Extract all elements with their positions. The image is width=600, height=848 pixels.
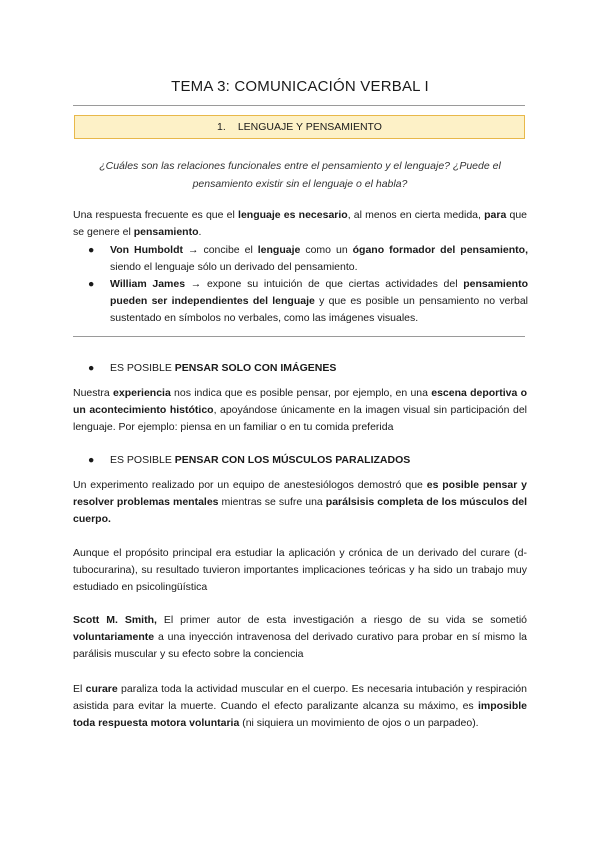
subheading-text (110, 362, 336, 374)
text-run: , apoyándose únicamente en la imagen visual sin participación del lenguaje. Por ejemplo: piensa en un familiar o en tu comida preferida (73, 404, 527, 433)
text-run: ES POSIBLE (110, 454, 175, 466)
bold-run: Von Humboldt (110, 244, 184, 256)
list-item-james (88, 276, 528, 327)
text-run: ES POSIBLE (110, 362, 175, 374)
text-run: que se genere el (73, 209, 527, 238)
intro-paragraph (73, 207, 527, 241)
bold-run: voluntariamente (73, 631, 155, 643)
bold-run: lenguaje (257, 244, 301, 256)
text-run: y que es posible un pensamiento no verbal sustentado en símbolos no verbales, como las imágenes visuales. (110, 295, 528, 324)
bullet-dot-icon: ● (88, 244, 95, 256)
paragraph-curare-study (73, 545, 527, 596)
subheading-text (110, 454, 410, 466)
paragraph-experiment (73, 477, 527, 528)
bold-run: William James (110, 278, 186, 290)
text-run: (ni siquiera un movimiento de ojos o un parpadeo). (239, 717, 479, 729)
section-number: 1. (217, 121, 226, 133)
page-title: TEMA 3: COMUNICACIÓN VERBAL I (171, 78, 429, 95)
subheading-images (88, 360, 528, 377)
bold-run: es posible pensar y resolver problemas mentales (73, 479, 527, 508)
bold-run: PENSAR SOLO CON IMÁGENES (174, 362, 337, 374)
bold-run: imposible toda respuesta motora voluntaria (73, 700, 527, 729)
question-line-2: pensamiento existir sin el lenguaje o el habla? (192, 178, 408, 190)
list-item-text (110, 276, 528, 327)
section-label: LENGUAJE Y PENSAMIENTO (237, 121, 382, 133)
text-run: El primer autor de esta investigación a riesgo de su vida se sometió (156, 614, 527, 626)
text-run: como un (300, 244, 353, 256)
bullet-dot-icon: ● (88, 454, 95, 466)
text-run: siendo el lenguaje sólo un derivado del pensamiento. (110, 261, 358, 273)
text-run: nos indica que es posible pensar, por ejemplo, en una (170, 387, 432, 399)
text-run: a una inyección intravenosa del derivado curativo para probar en sí mismo la parálisis muscular y su efecto sobre la conciencia (73, 631, 527, 660)
text-run: . (198, 226, 202, 238)
section-divider (73, 336, 525, 337)
paragraph-images (73, 385, 527, 436)
section-header (74, 115, 525, 139)
text-run: Un experimento realizado por un equipo de anestesiólogos demostró que (73, 479, 427, 491)
bold-run: experiencia (113, 387, 171, 399)
bold-run: pensamiento (133, 226, 199, 238)
bold-run: escena deportiva o un acontecimiento histótico (73, 387, 528, 416)
bold-run: curare (85, 683, 118, 695)
bold-run: pensamiento pueden ser independientes del lenguaje (110, 278, 528, 307)
bullet-dot-icon: ● (88, 278, 95, 290)
text-run: paraliza toda la actividad muscular en el cuerpo. Es necesaria intubación y respiración asistida para evitar la muerte. Cuando el efecto paralizante alcanza su máximo, es (73, 683, 527, 712)
bullet-dot-icon: ● (88, 362, 95, 374)
text-run: → concibe el (183, 244, 258, 256)
bold-run: parálsisis completa de los músculos del cuerpo. (73, 496, 527, 525)
list-item-text (110, 242, 528, 276)
title-divider (73, 105, 525, 106)
text-run: Una respuesta frecuente es que el (73, 209, 239, 221)
bold-run: para (484, 209, 507, 221)
bold-run: PENSAR CON LOS MÚSCULOS PARALIZADOS (174, 454, 411, 466)
list-item-humboldt (88, 242, 528, 276)
paragraph-smith (73, 612, 527, 663)
text-run: , al menos en cierta medida, (347, 209, 485, 221)
text-run: El (73, 683, 86, 695)
bold-run: ógano formador del pensamiento, (352, 244, 528, 256)
text-run: → expone su intuición de que ciertas actividades del (185, 278, 464, 290)
bold-run: Scott M. Smith, (73, 614, 157, 626)
guiding-question (90, 157, 510, 193)
paragraph-curare-effect (73, 681, 527, 732)
subheading-paralyzed (88, 452, 528, 469)
text-run: Aunque el propósito principal era estudiar la aplicación y crónica de un derivado del curare (d-tubocurarina), su resultado tuvieron importantes implicaciones teóricas y ha sido un trabajo muy estudiado en psicolingüística (73, 547, 527, 593)
text-run: Nuestra (73, 387, 114, 399)
text-run: mientras se sufre una (218, 496, 326, 508)
bold-run: lenguaje es necesario (238, 209, 348, 221)
question-line-1: ¿Cuáles son las relaciones funcionales entre el pensamiento y el lenguaje? ¿Puede el (99, 160, 501, 172)
